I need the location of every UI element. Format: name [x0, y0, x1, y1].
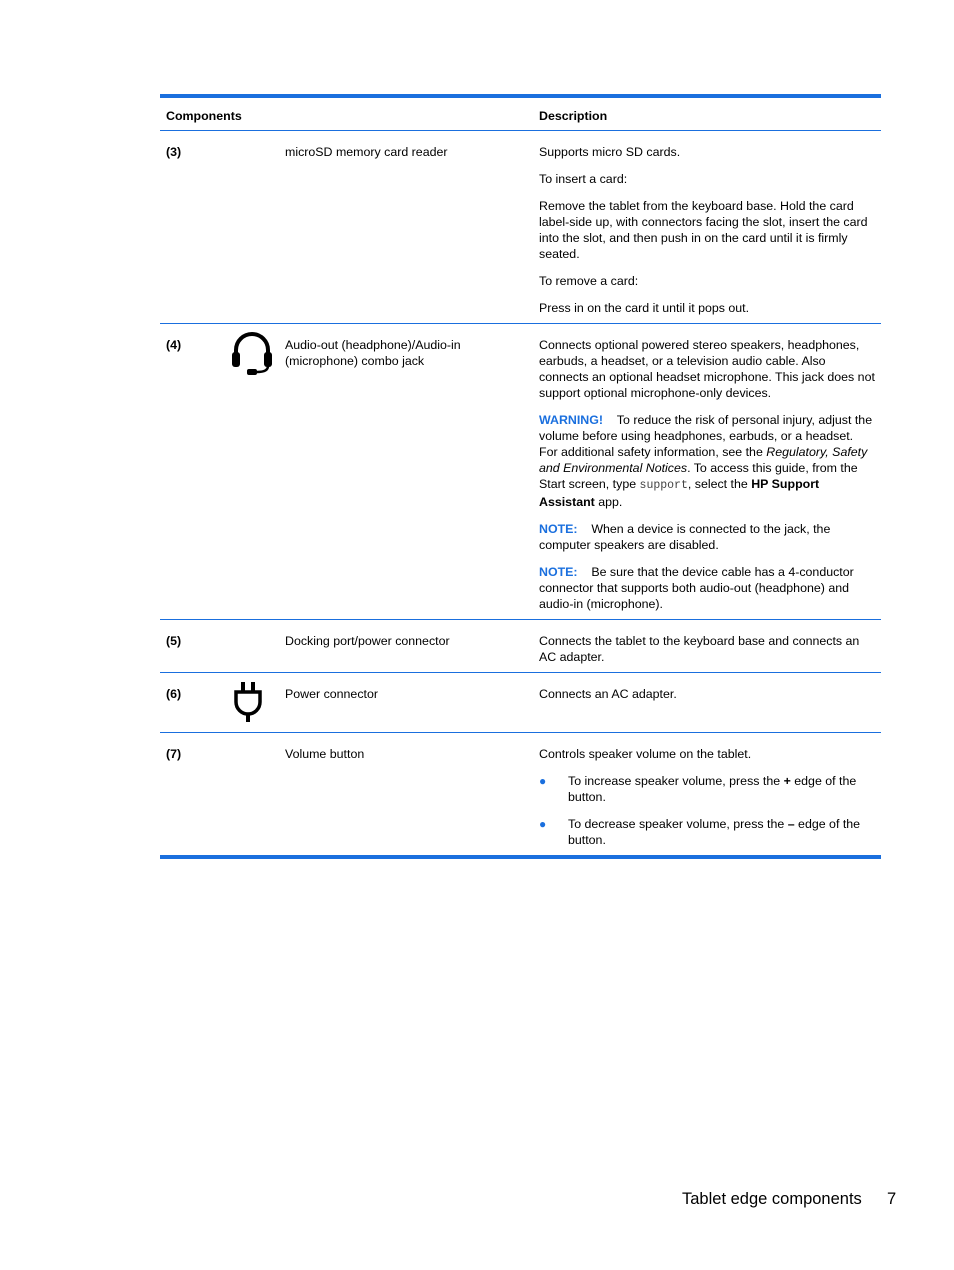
- component-name: microSD memory card reader: [285, 145, 448, 159]
- description-text: Connects optional powered stereo speakers, headphones, earbuds, a headset, or a television audio cable. Also connects an optional headset microphone. This jack does not support optional microphone-only devices.: [539, 338, 875, 400]
- description-text: Connects an AC adapter.: [539, 687, 677, 701]
- note-label: NOTE:: [539, 522, 578, 536]
- note-paragraph: [539, 521, 875, 553]
- description-cell: [539, 324, 875, 619]
- component-name: Audio-out (headphone)/Audio-in (microphone) combo jack: [285, 338, 461, 368]
- code-text: support: [639, 479, 688, 492]
- page-footer: [682, 1190, 897, 1208]
- warning-text: . To access this guide, from the Start screen, type: [539, 461, 858, 491]
- row-number: (6): [166, 687, 182, 701]
- note-text: When a device is connected to the jack, the computer speakers are disabled.: [539, 522, 831, 552]
- warning-text: To reduce the risk of personal injury, adjust the volume before using headphones, earbuds, or a headset. For additional safety information, see the: [539, 413, 873, 459]
- table-header: [160, 98, 881, 131]
- warning-label: WARNING!: [539, 413, 604, 427]
- list-item: [539, 773, 875, 805]
- header-description: Description: [539, 109, 608, 123]
- warning-paragraph: [539, 412, 875, 510]
- description-cell: [539, 673, 875, 709]
- component-name: Volume button: [285, 747, 365, 761]
- description-text: To remove a card:: [539, 274, 639, 288]
- row-number: (4): [166, 338, 182, 352]
- bullet-icon: ●: [539, 817, 547, 831]
- note-paragraph: [539, 564, 875, 612]
- row-number: (5): [166, 634, 182, 648]
- table-row: [160, 620, 881, 673]
- table-bottom-rule: [160, 855, 881, 859]
- bullet-text: edge of the button.: [568, 774, 857, 804]
- warning-text: app.: [594, 495, 623, 509]
- bullet-icon: ●: [539, 774, 547, 788]
- table-row: [160, 673, 881, 733]
- description-text: Remove the tablet from the keyboard base. Hold the card label-side up, with connectors facing the slot, insert the card into the slot, and then push in on the card until it is firmly seated.: [539, 199, 868, 261]
- description-cell: [539, 733, 875, 855]
- description-text: Supports micro SD cards.: [539, 145, 681, 159]
- component-name: Docking port/power connector: [285, 634, 450, 648]
- list-item: [539, 816, 875, 848]
- bullet-text: To decrease speaker volume, press the: [568, 817, 788, 831]
- guide-title: Regulatory, Safety and Environmental Notices: [539, 445, 868, 475]
- bullet-symbol: +: [783, 774, 791, 788]
- header-components: Components: [166, 109, 242, 123]
- bullet-symbol: –: [787, 817, 795, 831]
- description-cell: [539, 131, 875, 323]
- power-plug-icon: [230, 680, 266, 728]
- description-text: To insert a card:: [539, 172, 628, 186]
- components-table: [160, 94, 881, 859]
- bullet-text: edge of the button.: [568, 817, 861, 847]
- bullet-text: To increase speaker volume, press the: [568, 774, 784, 788]
- footer-title: Tablet edge components: [682, 1190, 862, 1208]
- page-number: 7: [887, 1190, 897, 1208]
- table-row: [160, 131, 881, 324]
- table-row: [160, 324, 881, 620]
- note-label: NOTE:: [539, 565, 578, 579]
- note-text: Be sure that the device cable has a 4-conductor connector that supports both audio-out (headphone) and audio-in (microphone).: [539, 565, 854, 611]
- description-text: Connects the tablet to the keyboard base and connects an AC adapter.: [539, 634, 860, 664]
- warning-text: , select the: [687, 477, 752, 491]
- component-name: Power connector: [285, 687, 378, 701]
- headset-icon: [230, 330, 274, 380]
- description-text: Press in on the card it until it pops out.: [539, 301, 750, 315]
- description-cell: [539, 620, 875, 672]
- table-row: [160, 733, 881, 855]
- app-name: HP Support Assistant: [539, 477, 820, 509]
- row-number: (3): [166, 145, 182, 159]
- description-text: Controls speaker volume on the tablet.: [539, 747, 752, 761]
- row-number: (7): [166, 747, 182, 761]
